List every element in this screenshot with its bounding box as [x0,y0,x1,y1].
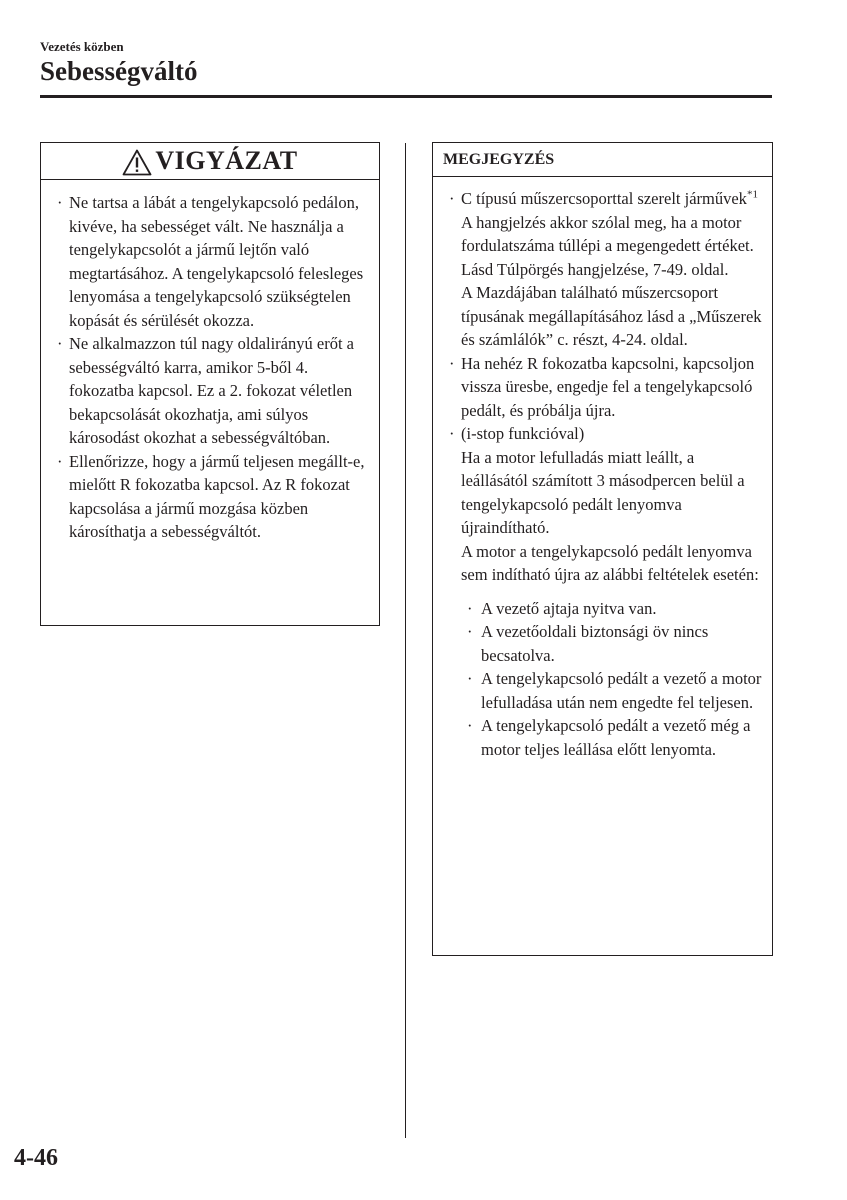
note-box [432,142,773,956]
caution-title: VIGYÁZAT [155,146,298,175]
condition-item [461,667,764,714]
page-title: Sebességváltó [40,56,198,86]
condition-text: A tengelykapcsoló pedált a vezető még a motor teljes leállása előtt lenyomta. [481,716,751,759]
note-item [449,352,764,423]
caution-item-text: Ellenőrizze, hogy a jármű teljesen megállt-e, mielőtt R fokozatba kapcsol. Az R fokozat kapcsolása a jármű mozgása közben károsíthatja a sebességváltót. [69,451,365,541]
note-item-heading [461,187,764,211]
note-item [449,422,764,761]
note-title: MEGJEGYZÉS [443,150,555,168]
condition-text: A tengelykapcsoló pedált a vezető a motor lefulladása után nem engedte fel teljesen. [481,669,762,712]
bullet: · [467,669,473,688]
bullet: · [57,334,63,353]
caution-box [40,142,380,626]
condition-item [461,714,764,761]
bullet: · [449,353,455,373]
note-header [433,143,772,177]
page-number: 4-46 [14,1145,58,1171]
note-item-text: Ha nehéz R fokozatba kapcsolni, kapcsoljon vissza üresbe, engedje fel a tengelykapcsoló pedált, és próbálja újra. [461,353,755,420]
note-paragraph: A motor a tengelykapcsoló pedált lenyomva sem indítható újra az alábbi feltételek esetén: [461,541,759,584]
bullet: · [57,451,63,471]
caution-item [57,450,371,544]
bullet: · [467,598,473,618]
condition-text: A vezető ajtaja nyitva van. [481,598,657,618]
caution-content [41,180,379,544]
caution-item [57,332,371,450]
condition-item [461,597,764,621]
section-label: Vezetés közben [40,39,124,54]
note-paragraph: A Mazdájában található műszercsoport típusának megállapításához lásd a „Műszerek és számlálók” c. részt, 4-24. oldal. [461,283,762,349]
note-item-heading: (i-stop funkcióval) [461,424,585,443]
condition-text: A vezetőoldali biztonsági öv nincs becsatolva. [481,622,709,665]
bullet: · [467,622,473,641]
title-rule [40,95,772,98]
bullet: · [467,716,473,735]
note-paragraph: A hangjelzés akkor szólal meg, ha a motor fordulatszáma túllépi a megengedett értéket. [461,212,754,255]
condition-item [461,620,764,667]
caution-item-text: Ne tartsa a lábát a tengelykapcsoló pedálon, kivéve, ha sebességet vált. Ne használja a tengelykapcsolót a jármű lejtőn való megtartásához. A tengelykapcsoló felesleges lenyomása a tengelykapcsoló szükségtelen kopását és sérülését okozza. [69,193,364,330]
bullet: · [449,424,455,443]
note-item [449,187,764,352]
note-paragraph: Ha a motor lefulladás miatt leállt, a leállásától számított 3 másodpercen belül a tengelykapcsoló pedált lenyomva újraindítható. [461,447,745,537]
note-content [433,177,772,761]
note-paragraph: Lásd Túlpörgés hangjelzése, 7-49. oldal. [461,259,729,279]
footnote-mark: *1 [746,188,758,201]
column-divider [405,143,406,1138]
bullet: · [57,193,63,212]
bullet: · [449,189,455,208]
warning-triangle-icon [122,149,152,176]
heading-text: C típusú műszercsoporttal szerelt járművek [461,189,747,208]
caution-header [41,143,379,180]
condition-list [461,597,764,762]
caution-item-text: Ne alkalmazzon túl nagy oldalirányú erőt a sebességváltó karra, amikor 5-ből 4. fokozatba kapcsol. Ez a 2. fokozat véletlen bekapcsolását okozhatja, ami súlyos károsodást okozhat a sebességváltóban. [69,334,354,447]
caution-item [57,191,371,332]
